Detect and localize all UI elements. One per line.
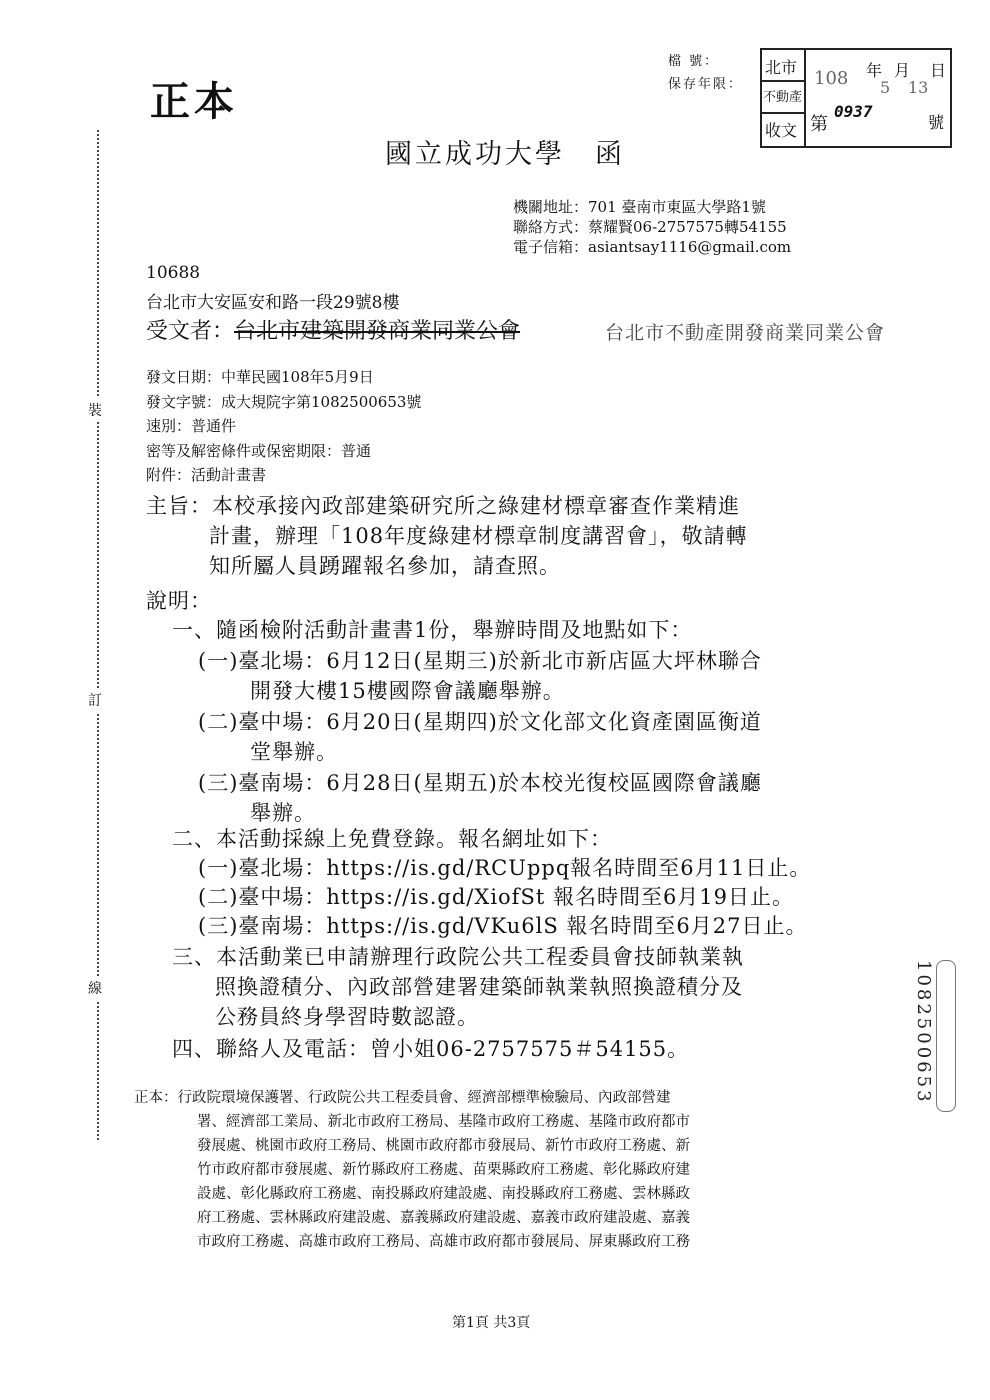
- cc-line: 設處、彰化縣政府工務處、南投縣政府建設處、南投縣政府工務處、雲林縣政: [197, 1186, 690, 1202]
- subject-line-2: 計畫，辦理「108年度綠建材標章制度講習會」，敬請轉: [209, 524, 748, 548]
- receipt-stamp: [760, 48, 952, 148]
- contact-phone: 聯絡方式：蔡耀賢06-2757575轉54155: [513, 218, 787, 236]
- file-number-label: 檔 號：: [668, 54, 720, 69]
- binding-char-ding: 訂: [88, 688, 102, 712]
- agency-address: 機關地址：701 臺南市東區大學路1號: [513, 198, 766, 216]
- stamp-year-value: 108: [814, 68, 849, 89]
- cc-line: 發展處、桃園市政府工務局、桃園市政府都市發展局、新竹市政府工務處、新: [197, 1138, 690, 1154]
- stamp-di: 第: [810, 114, 828, 135]
- cc-line: 府工務處、雲林縣政府建設處、嘉義縣政府建設處、嘉義市政府建設處、嘉義: [197, 1210, 690, 1226]
- explanation-line: (三)臺南場：https://is.gd/VKu6lS 報名時間至6月27日止。: [198, 914, 808, 938]
- cc-line: 市政府工務處、高雄市政府工務局、高雄市政府都市發展局、屏東縣政府工務: [197, 1234, 690, 1250]
- subject-line-3: 知所屬人員踴躍報名參加，請查照。: [209, 554, 561, 578]
- recipient-label: 受文者：: [146, 319, 235, 344]
- explanation-line: 開發大樓15樓國際會議廳舉辦。: [250, 679, 565, 703]
- recipient-name-new: 台北市不動產開發商業同業公會: [605, 322, 886, 344]
- explanation-line: 四、聯絡人及電話：曾小姐06-2757575＃54155。: [172, 1037, 690, 1061]
- stamp-org-1: 北市: [765, 58, 798, 77]
- cc-line: 正本：行政院環境保護署、行政院公共工程委員會、經濟部標準檢驗局、內政部營建: [134, 1090, 671, 1106]
- stamp-recv: 收文: [765, 121, 798, 140]
- margin-stamp-mark: [936, 960, 956, 1112]
- contact-email: 電子信箱：asiantsay1116@gmail.com: [513, 238, 792, 256]
- binding-char-xian: 線: [88, 976, 102, 1000]
- delivery-speed: 速別：普通件: [146, 417, 237, 435]
- subject-line-1: 主旨：本校承接內政部建築研究所之綠建材標章審查作業精進: [146, 494, 740, 518]
- stamp-hao: 號: [928, 113, 945, 132]
- stamp-day-value: 13: [908, 78, 929, 97]
- explanation-line: 公務員終身學習時數認證。: [215, 1005, 479, 1029]
- attachment: 附件：活動計畫書: [146, 466, 267, 484]
- stamp-month-value: 5: [880, 78, 891, 97]
- stamp-year: 年: [866, 61, 883, 80]
- stamp-month: 月: [894, 61, 911, 80]
- explanation-line: 堂舉辦。: [250, 740, 338, 764]
- secrecy-level: 密等及解密條件或保密期限：普通: [146, 442, 372, 460]
- retention-label: 保存年限：: [668, 77, 744, 92]
- issue-date: 發文日期：中華民國108年5月9日: [146, 368, 374, 386]
- reference-number: 發文字號：成大規院字第1082500653號: [146, 393, 422, 411]
- binding-char-zhuang: 裝: [88, 398, 102, 422]
- explanation-line: (三)臺南場：6月28日(星期五)於本校光復校區國際會議廳: [198, 771, 762, 795]
- recipient-line: [146, 314, 520, 345]
- explanation-heading: 說明：: [146, 589, 212, 613]
- explanation-line: (二)臺中場：6月20日(星期四)於文化部文化資產園區衡道: [198, 710, 762, 734]
- cc-line: 署、經濟部工業局、新北市政府工務局、基隆市政府工務處、基隆市政府都市: [197, 1114, 690, 1130]
- recipient-zip: 10688: [146, 263, 201, 283]
- page-indicator: 第1頁 共3頁: [452, 1315, 531, 1331]
- recipient-name-struck: 台北市建築開發商業同業公會: [234, 319, 521, 344]
- cc-line: 竹市政府都市發展處、新竹縣政府工務處、苗栗縣政府工務處、彰化縣政府建: [197, 1162, 690, 1178]
- copy-mark: 正本: [150, 78, 238, 125]
- margin-document-number: 1082500653: [913, 960, 934, 1105]
- stamp-day: 日: [930, 61, 947, 80]
- explanation-line: 照換證積分、內政部營建署建築師執業執照換證積分及: [215, 975, 743, 999]
- document-title: 國立成功大學 函: [385, 139, 625, 170]
- explanation-line: 舉辦。: [250, 801, 316, 825]
- explanation-line: 二、本活動採線上免費登錄。報名網址如下：: [172, 827, 612, 851]
- stamp-number: 0937: [834, 102, 873, 121]
- recipient-address: 台北市大安區安和路一段29號8樓: [146, 293, 400, 313]
- explanation-line: (一)臺北場：6月12日(星期三)於新北市新店區大坪林聯合: [198, 649, 762, 673]
- explanation-line: (二)臺中場：https://is.gd/XiofSt 報名時間至6月19日止。: [198, 885, 795, 909]
- stamp-org-2: 不動產: [763, 90, 803, 105]
- explanation-line: 一、隨函檢附活動計畫書1份，舉辦時間及地點如下：: [172, 618, 693, 642]
- explanation-line: 三、本活動業已申請辦理行政院公共工程委員會技師執業執: [172, 945, 744, 969]
- explanation-line: (一)臺北場：https://is.gd/RCUppq報名時間至6月11日止。: [198, 856, 812, 880]
